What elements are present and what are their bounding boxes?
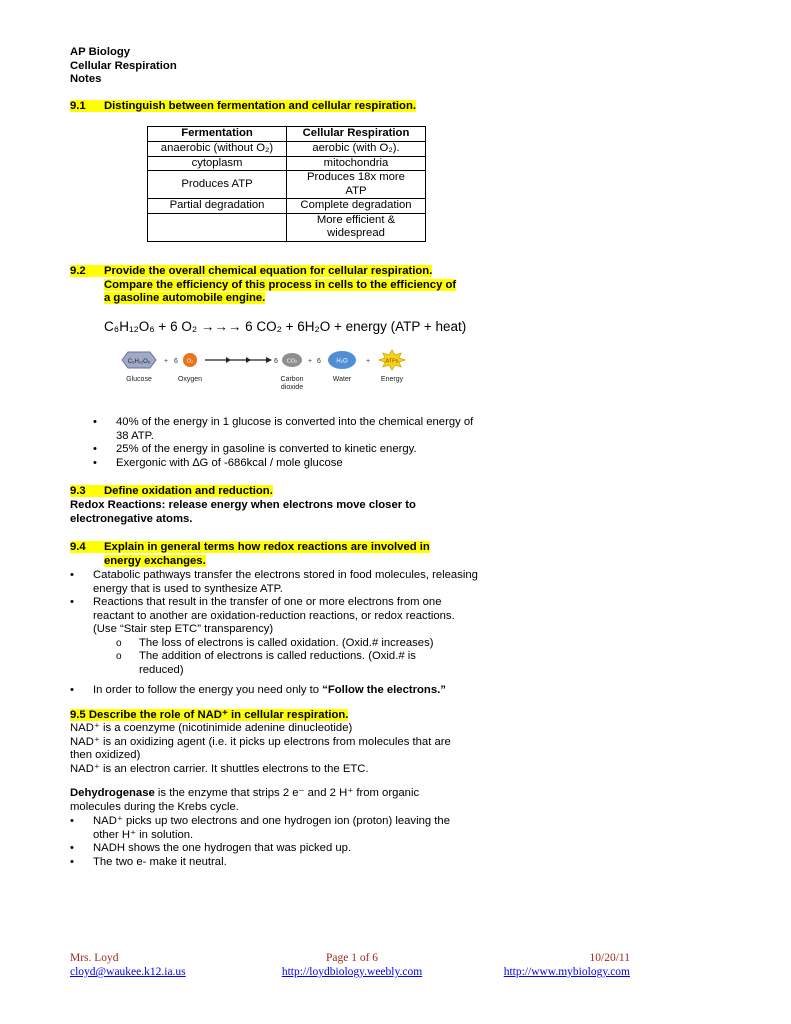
table-row [148, 213, 426, 241]
doc-date: 10/20/11 [589, 952, 630, 964]
table-cell: Produces ATP [148, 171, 287, 199]
svg-text:+: + [366, 358, 371, 365]
svg-text:6: 6 [274, 358, 278, 365]
notes-label: Notes [70, 73, 102, 85]
redox-definition: Redox Reactions: release energy when electrons move closer to electronegative atoms. [70, 499, 416, 525]
energy-label: Energy [380, 376, 404, 383]
svg-text:C₆H₁₂O₆: C₆H₁₂O₆ [127, 359, 151, 365]
list-item: • 25% of the energy in gasoline is converted to kinetic energy. [93, 443, 481, 457]
section-9-3-heading: 9.3 Define oxidation and reduction. [70, 485, 273, 497]
list-item: • 40% of the energy in 1 glucose is converted into the chemical energy of 38 ATP. [93, 416, 481, 443]
table-cell: mitochondria [287, 156, 426, 171]
nad-note: NAD⁺ is an electron carrier. It shuttles electrons to the ETC. [70, 762, 369, 775]
table-row [148, 171, 426, 199]
nad-notes [70, 722, 470, 776]
section-9-2-bullets [93, 416, 481, 470]
table-row [148, 199, 426, 214]
course-title: AP Biology [70, 46, 131, 58]
sub-list-item: o The loss of electrons is called oxidation. (Oxid.# increases) [116, 637, 446, 651]
list-item: • Reactions that result in the transfer of one or more electrons from one reactant to another are oxidation-reduction reactions, or redox reactions. (Use “Stair step ETC” transparency) [70, 596, 480, 637]
table-cell: Complete degradation [287, 199, 426, 214]
site-link-mybiology[interactable]: http://www.mybiology.com [503, 966, 630, 978]
reaction-diagram [118, 348, 418, 396]
svg-text:O₂: O₂ [186, 358, 194, 365]
section-9-5-heading: 9.5 Describe the role of NAD⁺ in cellular respiration. [70, 709, 349, 721]
unit-title: Cellular Respiration [70, 59, 177, 72]
table-row [148, 142, 426, 157]
table-header-respiration: Cellular Respiration [287, 127, 426, 142]
table-cell [148, 213, 287, 241]
svg-text:CO₂: CO₂ [286, 358, 298, 365]
list-item: • NADH shows the one hydrogen that was picked up. [70, 842, 465, 856]
table-cell: Partial degradation [148, 199, 287, 214]
page-number: Page 1 of 6 [325, 952, 379, 964]
glucose-icon [122, 352, 156, 368]
svg-text:H₂O: H₂O [336, 358, 348, 365]
respiration-equation: C₆H₁₂O₆ + 6 O₂ →→→ 6 CO₂ + 6H₂O + energy (ATP + heat) [104, 319, 467, 334]
water-label: Water [332, 376, 352, 383]
section-9-4-bullets [70, 569, 480, 698]
list-item: • Catabolic pathways transfer the electrons stored in food molecules, releasing energy that is used to synthesize ATP. [70, 569, 480, 596]
comparison-table [147, 126, 426, 242]
carbon-dioxide-label-2: dioxide [280, 384, 304, 391]
table-cell: aerobic (with O₂). [287, 142, 426, 157]
table-cell: anaerobic (without O₂) [148, 142, 287, 157]
energy-burst-icon [379, 350, 405, 370]
footer-center [276, 951, 428, 979]
dehydrogenase-note: Dehydrogenase is the enzyme that strips 2 e⁻ and 2 H⁺ from organic molecules during the Krebs cycle. [70, 787, 420, 813]
section-9-2-heading: 9.2 Provide the overall chemical equation for cellular respiration. Compare the efficiency of this process in cells to the efficiency of a gasoline automobile engine. [70, 265, 457, 304]
table-cell: More efficient & widespread [287, 213, 426, 241]
nad-note: NAD⁺ is a coenzyme (nicotinimide adenine dinucleotide) [70, 722, 353, 734]
section-9-5-bullets [70, 815, 465, 869]
carbon-dioxide-label-1: Carbon [280, 376, 304, 383]
footer-left [70, 951, 186, 979]
svg-text:+: + [308, 358, 313, 365]
footer-right [504, 951, 630, 979]
site-link-loydbiology[interactable]: http://loydbiology.weebly.com [281, 966, 423, 978]
oxygen-icon [183, 353, 197, 367]
doc-header [70, 46, 177, 87]
list-item: • In order to follow the energy you need only to “Follow the electrons.” [70, 684, 480, 698]
author-name: Mrs. Loyd [70, 952, 119, 964]
list-item: • Exergonic with ∆G of -686kcal / mole glucose [93, 457, 481, 471]
oxygen-label: Oxygen [177, 376, 203, 383]
svg-text:6: 6 [317, 358, 321, 365]
section-9-4-heading: 9.4 Explain in general terms how redox reactions are involved in energy exchanges. [70, 541, 430, 567]
author-email-link[interactable]: cloyd@waukee.k12.ia.us [70, 966, 186, 978]
glucose-label: Glucose [126, 376, 152, 383]
nad-note: NAD⁺ is an oxidizing agent (i.e. it picks up electrons from molecules that are then oxidized) [70, 735, 451, 761]
sub-list-item: o The addition of electrons is called reductions. (Oxid.# is reduced) [116, 650, 446, 677]
svg-text:6: 6 [174, 358, 178, 365]
water-icon [328, 351, 356, 369]
table-cell: Produces 18x more ATP [287, 171, 426, 199]
svg-text:+: + [164, 358, 169, 365]
svg-text:ATPs: ATPs [385, 358, 399, 365]
carbon-dioxide-icon [282, 353, 302, 367]
arrow-icon [205, 357, 272, 363]
table-cell: cytoplasm [148, 156, 287, 171]
table-row [148, 156, 426, 171]
list-item: • NAD⁺ picks up two electrons and one hydrogen ion (proton) leaving the other H⁺ in solution. [70, 815, 465, 842]
table-header-fermentation: Fermentation [148, 127, 287, 142]
section-9-1-heading: 9.1 Distinguish between fermentation and cellular respiration. [70, 100, 416, 112]
list-item: • The two e- make it neutral. [70, 856, 465, 870]
